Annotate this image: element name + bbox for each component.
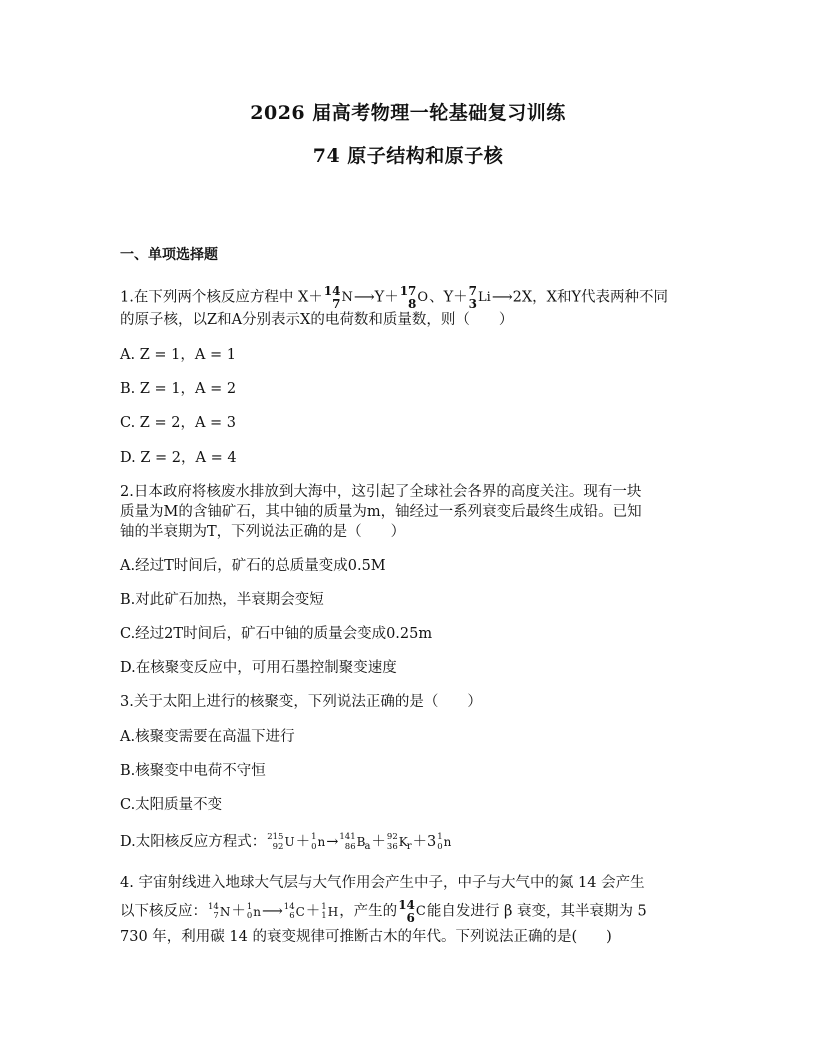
question-4-stem-line-3: 730 年，利用碳 14 的衰变规律可推断古木的年代。下列说法正确的是( ) [120,929,612,945]
question-3-option-c[interactable]: C.太阳质量不变 [120,797,223,813]
nuclide-u215: 215 92 U [267,832,295,852]
nuclide-neutron-2: 1 0 n [437,832,452,852]
nuclide-n14: 14 7 N [323,284,353,311]
question-1-option-c[interactable]: C. Z = 2，A = 3 [120,415,237,431]
question-2-option-d[interactable]: D.在核聚变反应中，可用石墨控制聚变速度 [120,660,397,676]
question-1-option-d[interactable]: D. Z = 2，A = 4 [120,450,237,466]
nuclide-c14-large: 14 6 C [398,898,426,925]
nuclide-h1: 1 1 H [321,901,339,921]
question-3-option-d[interactable]: D.太阳核反应方程式： 215 92 U ＋ 1 0 n → 141 86 B a ＋ 92 36 K r ＋3 1 0 n [120,832,452,852]
nuclide-c14: 14 6 C [283,901,305,921]
nuclide-n14: 14 7 N [208,901,231,921]
question-4-stem-line-2: 以下核反应： 14 7 N ＋ 1 0 n ⟶ 14 6 C ＋ 1 1 H ，产生的 14 6 C 能自发进行 β 衰变，其半衰期为 5 [120,898,647,925]
question-1-option-b[interactable]: B. Z = 1，A = 2 [120,381,237,397]
question-2-option-c[interactable]: C.经过2T时间后，矿石中铀的质量会变成0.25m [120,626,433,642]
question-2-option-b[interactable]: B.对此矿石加热，半衰期会变短 [120,592,324,608]
document-title: 2026 届高考物理一轮基础复习训练 [250,102,566,124]
nuclide-ba141: 141 86 B a [339,832,371,852]
question-2-stem-line-2: 质量为M的含铀矿石，其中铀的质量为m，铀经过一系列衰变后最终生成铅。已知 [120,504,642,520]
nuclide-neutron: 1 0 n [311,832,326,852]
question-1-option-a[interactable]: A. Z = 1，A = 1 [120,347,236,363]
question-2-stem-line-3: 铀的半衰期为T，下列说法正确的是（ ） [120,524,406,540]
section-heading: 一、单项选择题 [120,247,218,263]
nuclide-o17: 17 8 O [399,284,429,311]
question-2-option-a[interactable]: A.经过T时间后，矿石的总质量变成0.5M [120,558,386,574]
question-1-stem-line-2: 的原子核，以Z和A分别表示X的电荷数和质量数，则（ ） [120,312,514,328]
nuclide-kr92: 92 36 K r [386,832,412,852]
question-1-stem-line-1: 1.在下列两个核反应方程中 X＋ 14 7 N ⟶Y＋ 17 8 O 、Y＋ 7 3 Li ⟶2X，X和Y代表两种不同 [120,284,669,311]
document-subtitle: 74 原子结构和原子核 [312,145,504,167]
question-4-stem-line-1: 4. 宇宙射线进入地球大气层与大气作用会产生中子，中子与大气中的氮 14 会产生 [120,875,645,891]
nuclide-neutron: 1 0 n [246,901,261,921]
question-3-option-b[interactable]: B.核聚变中电荷不守恒 [120,763,266,779]
nuclide-li7: 7 3 Li [468,284,491,311]
question-3-stem: 3.关于太阳上进行的核聚变，下列说法正确的是（ ） [120,694,482,710]
question-3-option-a[interactable]: A.核聚变需要在高温下进行 [120,729,295,745]
question-2-stem-line-1: 2.日本政府将核废水排放到大海中，这引起了全球社会各界的高度关注。现有一块 [120,484,642,500]
